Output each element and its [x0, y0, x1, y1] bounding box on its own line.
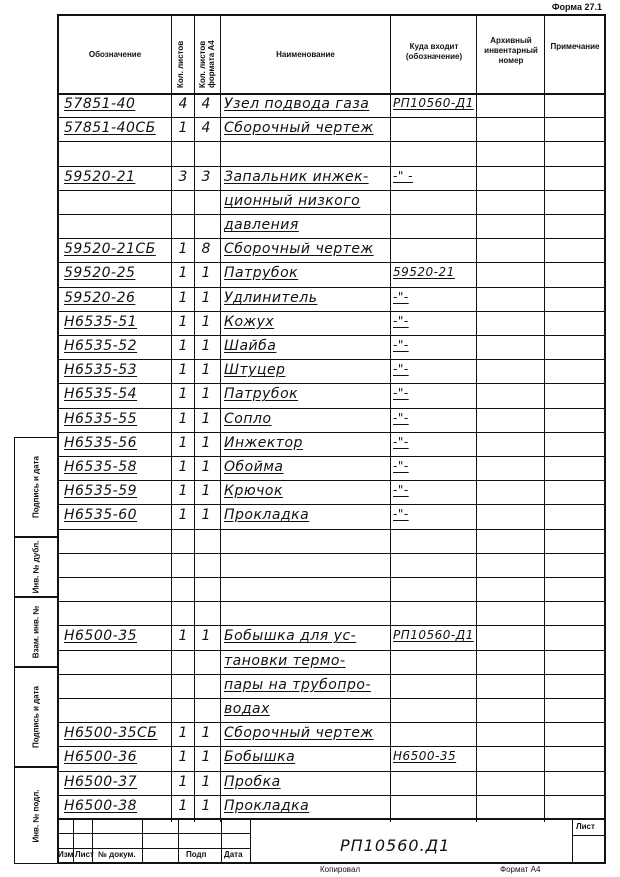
side-stamp-cell — [14, 597, 58, 667]
side-stamp-cell — [14, 667, 58, 767]
sheet-label: Лист — [576, 822, 595, 831]
col-divider — [390, 14, 391, 822]
row-divider — [57, 504, 606, 505]
row-where-used: -"- — [393, 434, 409, 449]
row-divider — [57, 529, 606, 530]
title-block-divider — [178, 818, 179, 864]
row-sheets: 1 — [178, 483, 188, 500]
row-sheets: 1 — [178, 386, 188, 403]
row-name: водах — [224, 701, 270, 717]
title-block-top — [57, 818, 606, 820]
row-sheets-a4: 1 — [201, 338, 211, 354]
row-where-used: -"- — [393, 459, 409, 473]
title-block-line — [572, 835, 606, 836]
row-divider — [57, 456, 606, 457]
row-divider — [57, 432, 606, 433]
row-divider — [57, 746, 606, 747]
row-sheets-a4: 1 — [201, 507, 211, 524]
row-designation: 59520-21СБ — [64, 241, 156, 258]
row-where-used: РП10560-Д1 — [393, 96, 474, 110]
row-designation: Н6535-54 — [64, 386, 138, 403]
row-designation: 59520-25 — [64, 265, 136, 282]
row-sheets-a4: 1 — [201, 797, 211, 814]
row-name: Сопло — [224, 410, 272, 427]
row-divider — [57, 335, 606, 336]
row-sheets-a4: 1 — [201, 725, 211, 742]
title-izm: Изм — [58, 850, 74, 859]
row-name: Штуцер — [224, 362, 286, 379]
title-date: Дата — [224, 850, 243, 859]
row-sheets: 1 — [178, 797, 188, 814]
row-name: давления — [224, 217, 299, 233]
side-stamp-cell — [14, 437, 58, 537]
row-designation: Н6535-51 — [64, 313, 138, 330]
row-sheets: 3 — [178, 168, 188, 185]
header-designation: Обозначение — [88, 50, 142, 59]
row-divider — [57, 117, 606, 118]
row-name: Сборочный чертеж — [224, 725, 374, 742]
row-sheets: 1 — [178, 265, 188, 282]
row-where-used: -"- — [393, 362, 409, 377]
row-divider — [57, 795, 606, 796]
row-divider — [57, 262, 606, 263]
row-name: Прокладка — [224, 507, 310, 524]
row-sheets: 1 — [178, 459, 188, 475]
row-name: Сборочный чертеж — [224, 241, 374, 258]
row-sheets-a4: 1 — [201, 459, 211, 475]
row-name: Патрубок — [224, 265, 299, 282]
row-divider — [57, 383, 606, 384]
row-divider — [57, 311, 606, 312]
row-designation: Н6535-53 — [64, 362, 138, 379]
row-sheets: 1 — [178, 120, 188, 137]
row-sheets-a4: 1 — [201, 628, 211, 645]
row-divider — [57, 771, 606, 772]
row-name: пары на трубопро- — [224, 676, 371, 693]
row-where-used: -" - — [393, 168, 413, 183]
row-sheets: 1 — [178, 313, 188, 330]
document-code: РП10560.Д1 — [340, 836, 451, 855]
row-divider — [57, 650, 606, 651]
row-divider — [57, 141, 606, 142]
row-name: Патрубок — [224, 386, 299, 403]
row-sheets: 1 — [178, 725, 188, 742]
row-designation: 57851-40СБ — [64, 120, 156, 137]
col-divider — [171, 14, 172, 822]
title-block-divider — [221, 818, 222, 864]
row-sheets-a4: 1 — [201, 386, 211, 403]
row-sheets: 1 — [178, 410, 188, 427]
title-list: Лист — [75, 850, 94, 859]
title-block-divider — [572, 818, 573, 864]
row-designation: Н6535-56 — [64, 434, 138, 451]
header-where-used: Куда входит (обозначение) — [405, 42, 463, 61]
row-sheets-a4: 1 — [201, 410, 211, 427]
row-divider — [57, 674, 606, 675]
row-name: ционный низкого — [224, 192, 361, 209]
row-designation: Н6535-52 — [64, 338, 138, 354]
row-designation: Н6535-55 — [64, 410, 138, 427]
row-name: Бобышка для ус- — [224, 628, 357, 645]
row-sheets-a4: 4 — [201, 96, 211, 112]
row-designation: Н6500-38 — [64, 797, 138, 814]
row-sheets: 1 — [178, 241, 188, 258]
row-where-used: -"- — [393, 289, 409, 304]
row-divider — [57, 625, 606, 626]
header-archive: Архивный инвентарный номер — [484, 36, 538, 65]
side-stamp-label: Подпись и дата — [31, 456, 41, 518]
footer-format: Формат А4 — [500, 865, 541, 874]
row-designation: 57851-40 — [64, 96, 136, 112]
side-stamp-cell — [14, 767, 58, 864]
row-where-used: -"- — [393, 507, 409, 522]
row-divider — [57, 359, 606, 360]
row-sheets-a4: 1 — [201, 773, 211, 790]
row-designation: Н6500-36 — [64, 749, 138, 766]
row-sheets: 1 — [178, 507, 188, 524]
row-designation: Н6500-35 — [64, 628, 138, 645]
col-divider — [476, 14, 477, 822]
row-where-used: 59520-21 — [393, 265, 455, 280]
row-sheets: 1 — [178, 628, 188, 645]
row-designation: 59520-21 — [64, 168, 136, 185]
header-sheets: Кол. листов — [176, 40, 185, 88]
row-sheets-a4: 8 — [201, 241, 211, 258]
row-sheets: 1 — [178, 749, 188, 766]
row-name: Удлинитель — [224, 289, 318, 306]
footer-copied: Копировал — [320, 865, 361, 874]
row-name: Обойма — [224, 459, 284, 475]
row-name: Прокладка — [224, 797, 310, 814]
row-divider — [57, 577, 606, 578]
title-sign: Подп — [186, 850, 207, 859]
row-name: Сборочный чертеж — [224, 120, 374, 137]
header-sheets-a4: Кол. листов формата А4 — [198, 40, 216, 88]
row-sheets-a4: 1 — [201, 289, 211, 306]
row-divider — [57, 238, 606, 239]
row-divider — [57, 601, 606, 602]
row-name: Шайба — [224, 338, 277, 354]
row-divider — [57, 698, 606, 699]
side-stamp-label: Инв. № дубл. — [31, 540, 41, 594]
row-sheets: 1 — [178, 289, 188, 306]
row-sheets: 1 — [178, 338, 188, 354]
row-divider — [57, 190, 606, 191]
row-where-used: -"- — [393, 410, 409, 425]
row-divider — [57, 480, 606, 481]
row-name: Инжектор — [224, 434, 303, 451]
row-sheets-a4: 1 — [201, 313, 211, 330]
row-divider — [57, 408, 606, 409]
row-where-used: -"- — [393, 313, 409, 328]
row-designation: Н6535-58 — [64, 459, 138, 475]
row-sheets-a4: 1 — [201, 265, 211, 282]
row-designation: Н6500-35СБ — [64, 725, 158, 742]
row-divider — [57, 287, 606, 288]
row-name: Запальник инжек- — [224, 168, 369, 185]
row-designation: Н6535-59 — [64, 483, 138, 500]
header-name: Наименование — [276, 50, 335, 59]
row-sheets-a4: 1 — [201, 434, 211, 451]
side-stamp-cell — [14, 537, 58, 597]
row-divider — [57, 166, 606, 167]
row-designation: Н6535-60 — [64, 507, 138, 524]
side-stamp-label: Подпись и дата — [31, 686, 41, 748]
row-sheets-a4: 1 — [201, 749, 211, 766]
col-divider — [220, 14, 221, 822]
row-designation: 59520-26 — [64, 289, 136, 306]
col-divider — [544, 14, 545, 822]
row-sheets: 4 — [178, 96, 188, 112]
row-name: тановки термо- — [224, 652, 346, 669]
header-note: Примечание — [550, 42, 600, 51]
row-sheets-a4: 3 — [201, 168, 211, 185]
row-where-used: РП10560-Д1 — [393, 628, 474, 643]
row-divider — [57, 214, 606, 215]
row-sheets-a4: 1 — [201, 362, 211, 379]
row-where-used: Н6500-35 — [393, 749, 457, 764]
row-sheets: 1 — [178, 773, 188, 790]
row-divider — [57, 553, 606, 554]
row-name: Кожух — [224, 313, 275, 330]
row-name: Бобышка — [224, 749, 296, 766]
row-where-used: -"- — [393, 338, 409, 352]
title-doc-num: № докум. — [98, 850, 136, 859]
row-sheets: 1 — [178, 434, 188, 451]
row-sheets-a4: 1 — [201, 483, 211, 500]
form-label: Форма 27.1 — [551, 2, 602, 12]
title-block-divider — [250, 818, 251, 864]
header-divider — [57, 93, 606, 95]
row-divider — [57, 722, 606, 723]
col-divider — [194, 14, 195, 822]
row-name: Узел подвода газа — [224, 96, 370, 112]
row-sheets-a4: 4 — [201, 120, 211, 137]
row-name: Крючок — [224, 483, 283, 500]
row-designation: Н6500-37 — [64, 773, 138, 790]
row-sheets: 1 — [178, 362, 188, 379]
row-name: Пробка — [224, 773, 281, 790]
side-stamp-label: Инв. № подл. — [31, 788, 41, 843]
row-where-used: -"- — [393, 386, 409, 401]
side-stamp-label: Взам. инв. № — [31, 605, 41, 659]
row-where-used: -"- — [393, 483, 409, 498]
title-block-divider — [142, 818, 143, 864]
